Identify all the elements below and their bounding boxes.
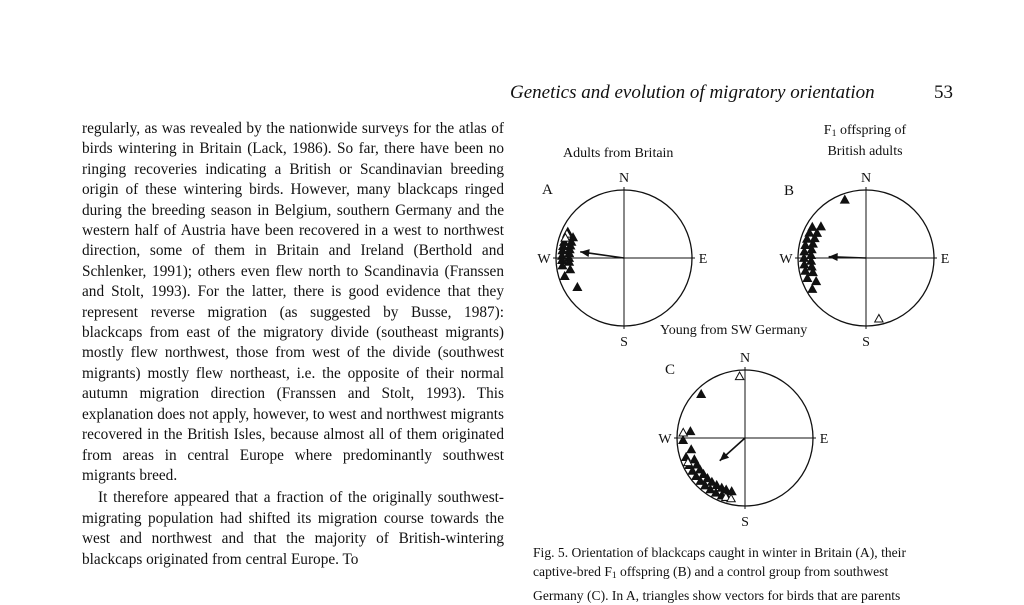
panel-a-title: Adults from Britain: [563, 146, 674, 161]
panel-b-label-e: E: [940, 252, 950, 267]
panel-b-heading-marker: [808, 285, 816, 293]
panel-c-label-s: S: [741, 515, 749, 530]
panel-c-label-n: N: [739, 351, 751, 366]
panel-a-label-s: S: [620, 335, 628, 350]
running-head: Genetics and evolution of migratory orientation: [510, 82, 875, 103]
panel-b-mean-vector-arrowhead: [829, 253, 838, 261]
panel-b-label-s: S: [862, 335, 870, 350]
panel-c-heading-marker: [679, 436, 687, 444]
panel-a-letter: A: [542, 182, 553, 198]
caption-line-2b: offspring (B) and a control group from southwest: [616, 564, 889, 579]
panel-a-label-e: E: [698, 252, 708, 267]
paragraph: It therefore appeared that a fraction of the originally southwest-migrating population had shifted its migration course towards the west and northwest and that the majority of British-wintering blackcaps originated from central Europe. To: [82, 489, 504, 568]
panel-b-title: [810, 122, 920, 161]
panel-c-open-marker: [679, 428, 687, 436]
panel-b-title-f: F: [823, 123, 832, 138]
panel-b-heading-marker: [817, 222, 825, 230]
paragraph: regularly, as was revealed by the nationwide surveys for the atlas of birds wintering in Britain (Lack, 1986). So far, there have been no ringing recoveries indicating a British or Scandinavian breeding origin of these wintering birds. However, many blackcaps ringed during the breeding season in Belgium, southern Germany and the western half of Austria have been recovered in a west to northwest direction, some of them in Britain and Ireland (Berthold and Schlenker, 1991); others even flew north to Scandinavia (Franssen and Stolt, 1993). For the latter, there is good evidence that they represent reverse migration (as suggested by Busse, 1987): blackcaps from east of the migratory divide (southeast migrants) mostly flew northwest, those from west of the divide (southwest migrants) mostly flew northeast, i.e. the opposite of their normal autumn migration direction (Franssen and Stolt, 1993). This explanation does not apply, however, to west and northwest migrants recovered in the British Isles, because almost all of them originated from areas in central Europe where predominantly southwest migrants breed.: [82, 120, 504, 484]
panel-a-mean-vector-arrowhead: [580, 249, 589, 257]
panel-a-heading-marker: [573, 283, 581, 291]
panel-b-open-marker: [875, 314, 883, 322]
body-text: [82, 119, 504, 570]
panel-b-title-rest: offspring of: [836, 123, 907, 138]
figure-5: [528, 115, 968, 535]
panel-b-label-n: N: [860, 171, 872, 186]
caption-line-3: Germany (C). In A, triangles show vectors for birds that are parents: [533, 588, 901, 603]
caption-line-2a: captive-bred F: [533, 564, 612, 579]
caption-subscript: 1: [611, 571, 617, 581]
panel-b-label-w: W: [779, 252, 793, 267]
panel-c-label-e: E: [819, 432, 829, 447]
panel-b-title-subscript: 1: [831, 128, 837, 139]
panel-b-letter: B: [784, 183, 795, 199]
panel-a-label-n: N: [618, 171, 630, 186]
panel-b-heading-marker: [841, 196, 849, 204]
panel-c-label-w: W: [658, 432, 672, 447]
panel-c-open-marker: [735, 372, 743, 380]
panel-c-heading-marker: [697, 390, 705, 398]
panel-c-letter: C: [665, 362, 676, 378]
panel-c-heading-marker: [687, 445, 695, 453]
panel-b-title-line2: British adults: [827, 144, 903, 159]
caption-line-1: Fig. 5. Orientation of blackcaps caught in winter in Britain (A), their: [533, 545, 906, 560]
panel-c-title: Young from SW Germany: [660, 323, 808, 338]
panel-c-heading-marker: [686, 427, 694, 435]
page-number: 53: [934, 82, 953, 103]
panel-a-label-w: W: [537, 252, 551, 267]
figure-caption: [533, 543, 955, 605]
panel-b-heading-marker: [812, 277, 820, 285]
